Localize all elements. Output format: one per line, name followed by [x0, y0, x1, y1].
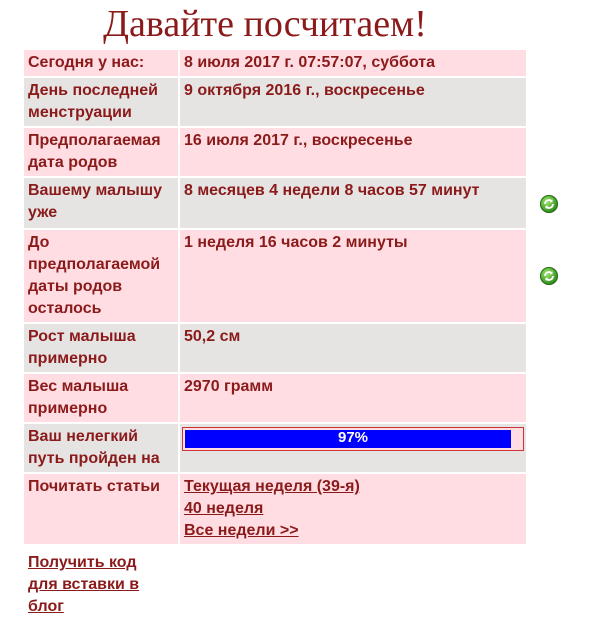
refresh-icon[interactable] [540, 267, 558, 285]
value-time-left: 1 неделя 16 часов 2 минуты [180, 230, 526, 322]
articles-links [180, 474, 526, 544]
row-baby-age [24, 178, 534, 228]
row-last-period [24, 78, 534, 126]
embed-code-link[interactable]: Получить код для вставки в блог [28, 554, 140, 615]
label-time-left: До предполагаемой даты родов осталось [24, 230, 178, 322]
value-due-date: 16 июля 2017 г., воскресенье [180, 128, 526, 176]
row-time-left [24, 230, 534, 322]
label-height: Рост малыша примерно [24, 324, 178, 372]
progress-bar [182, 427, 524, 451]
page-title: Давайте посчитаем! [103, 3, 427, 45]
refresh-icon[interactable] [540, 195, 558, 213]
row-weight [24, 374, 534, 422]
value-last-period: 9 октября 2016 г., воскресенье [180, 78, 526, 126]
info-table [24, 50, 534, 546]
value-baby-age: 8 месяцев 4 недели 8 часов 57 минут [180, 178, 526, 228]
value-weight: 2970 грамм [180, 374, 526, 422]
row-articles [24, 474, 534, 544]
link-all-weeks[interactable]: Все недели >> [184, 522, 299, 539]
progress-cell [180, 424, 526, 472]
label-today: Сегодня у нас: [24, 50, 178, 76]
label-due-date: Предполагаемая дата родов [24, 128, 178, 176]
row-height [24, 324, 534, 372]
value-today: 8 июля 2017 г. 07:57:07, суббота [180, 50, 526, 76]
row-today [24, 50, 534, 76]
link-current-week[interactable]: Текущая неделя (39-я) [184, 478, 360, 495]
label-articles: Почитать статьи [24, 474, 178, 544]
row-due-date [24, 128, 534, 176]
value-height: 50,2 см [180, 324, 526, 372]
row-progress [24, 424, 534, 472]
label-progress: Ваш нелегкий путь пройден на [24, 424, 178, 472]
label-last-period: День последней менструации [24, 78, 178, 126]
label-weight: Вес малыша примерно [24, 374, 178, 422]
link-week-40[interactable]: 40 неделя [184, 500, 264, 517]
label-baby-age: Вашему малышу уже [24, 178, 178, 228]
embed-code-link-wrap [28, 552, 168, 618]
progress-text: 97% [337, 429, 369, 446]
